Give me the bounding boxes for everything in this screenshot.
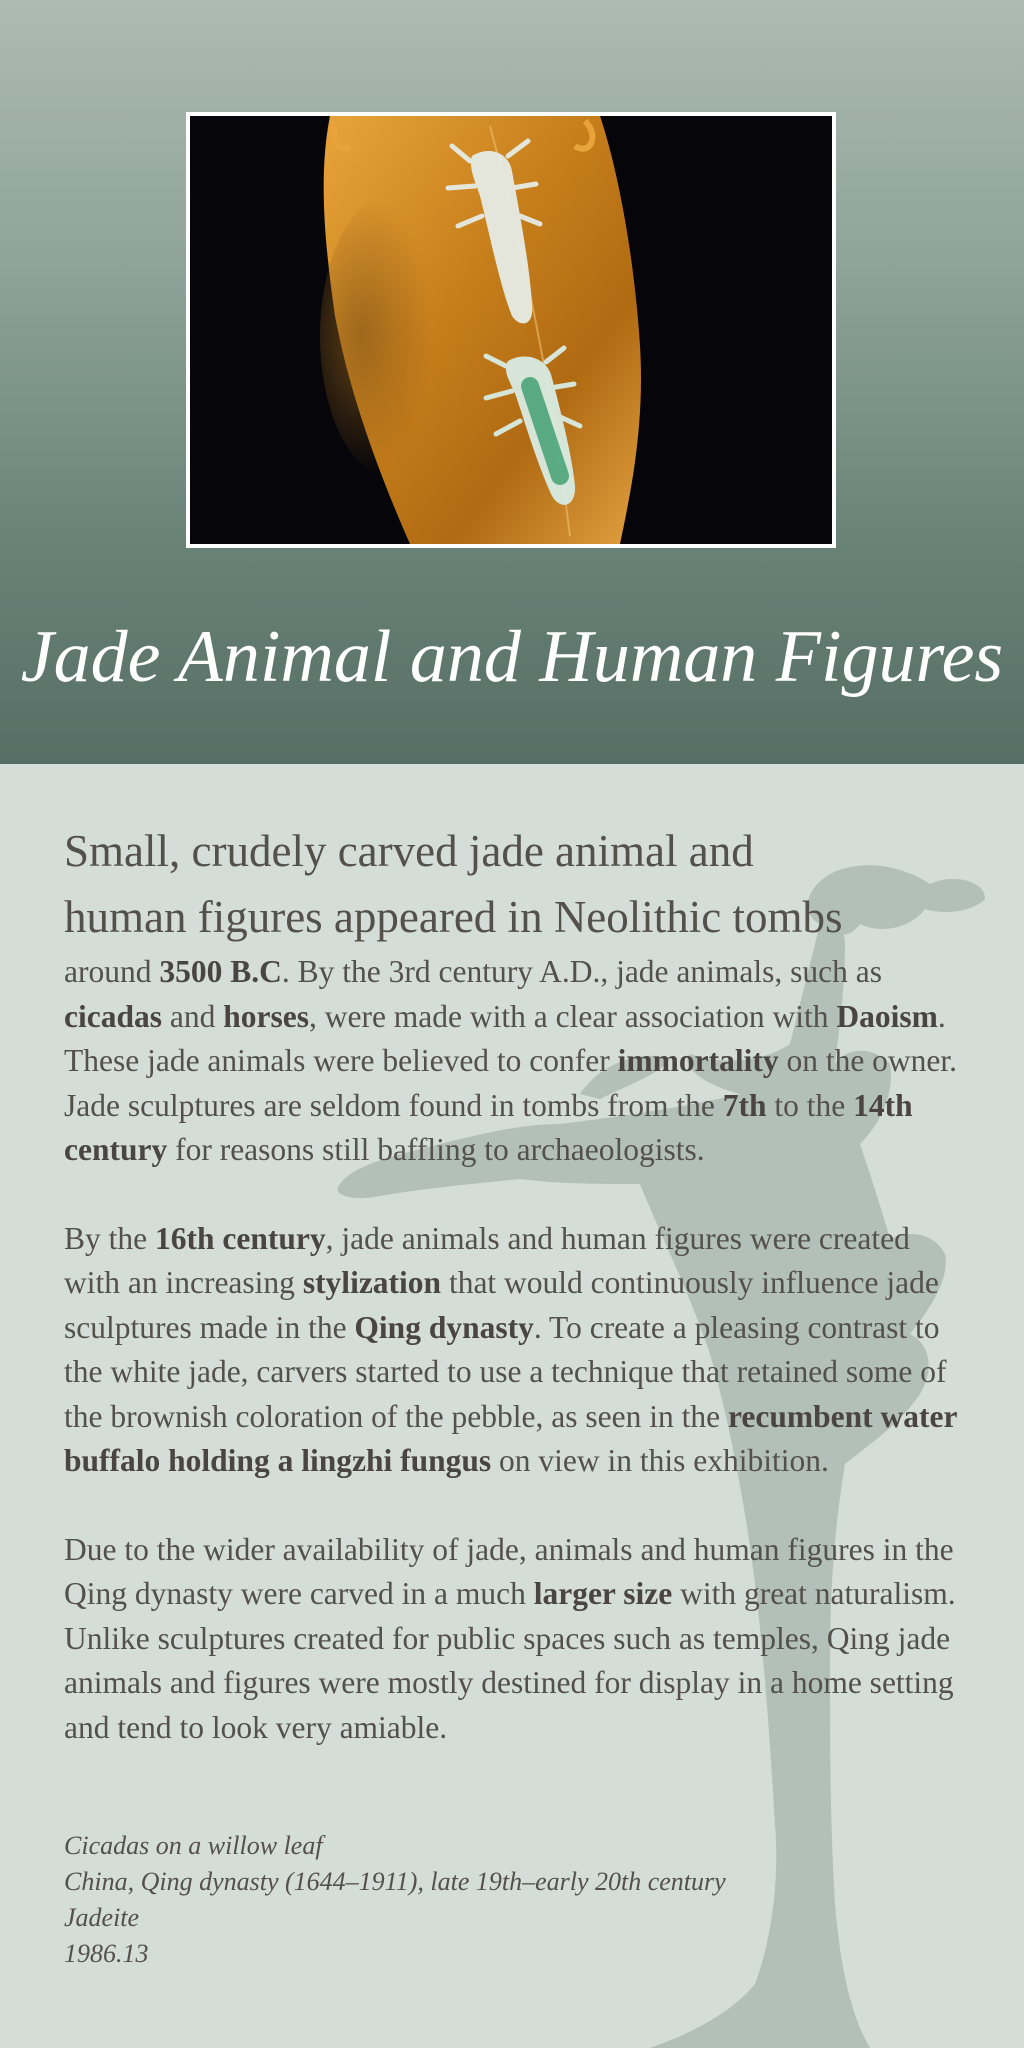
term-water-buffalo: recumbent water buffalo holding a lingzhi fungus [64, 1398, 957, 1478]
credit-object-title: Cicadas on a willow leaf [64, 1831, 323, 1860]
header-banner [0, 0, 1024, 764]
credit-material: Jadeite [64, 1903, 140, 1932]
jade-cicadas-image [190, 116, 832, 544]
lead-line-2: human figures appeared in Neolithic tombs [64, 892, 843, 942]
term-daoism: Daoism [836, 998, 938, 1034]
term-larger-size: larger size [533, 1576, 673, 1611]
paragraph-2: By the 16th century, jade animals and human figures were created with an increasing stylization that would continuously influence jade sculptures made in the Qing dynasty. To create a pleasing contrast to the white jade, carvers started to use a technique that retained some of the brownish coloration of the pebble, as seen in the recumbent water buffalo holding a lingzhi fungus on view in this exhibition. [64, 1220, 957, 1478]
term-immortality: immortality [617, 1043, 779, 1078]
term-stylization: stylization [302, 1265, 442, 1300]
page-title: Jade Animal and Human Figures [20, 616, 1004, 698]
lead-sentence [64, 818, 964, 950]
lead-line-1: Small, crudely carved jade animal and [64, 826, 754, 876]
article-text [64, 818, 964, 1750]
term-7th: 7th [722, 1087, 767, 1123]
paragraph-3: Due to the wider availability of jade, animals and human figures in the Qing dynasty were carved in a much larger size with great naturalism. Unlike sculptures created for public spaces such as temples, Qing jade animals and figures were mostly destined for display in a home setting and tend to look very amiable. [64, 1531, 956, 1745]
content-panel [0, 764, 1024, 2048]
term-14th-century: 14th century [64, 1087, 913, 1167]
term-horses: horses [223, 998, 309, 1034]
term-cicadas: cicadas [64, 998, 162, 1034]
artwork-photo [186, 112, 836, 548]
term-16th-century: 16th century [155, 1220, 326, 1256]
credit-accession: 1986.13 [64, 1939, 149, 1968]
paragraph-1: around 3500 B.C. By the 3rd century A.D., jade animals, such as cicadas and horses, were made with a clear association with Daoism. These jade animals were believed to confer immortality on the owner. Jade sculptures are seldom found in tombs from the 7th to the 14th century for reasons still baffling to archaeologists. [64, 954, 958, 1167]
credit-origin: China, Qing dynasty (1644–1911), late 19th–early 20th century [64, 1867, 726, 1896]
term-3500bc: 3500 B.C [159, 954, 282, 989]
object-credit-line [64, 1828, 726, 1972]
term-qing-dynasty: Qing dynasty [354, 1309, 534, 1345]
